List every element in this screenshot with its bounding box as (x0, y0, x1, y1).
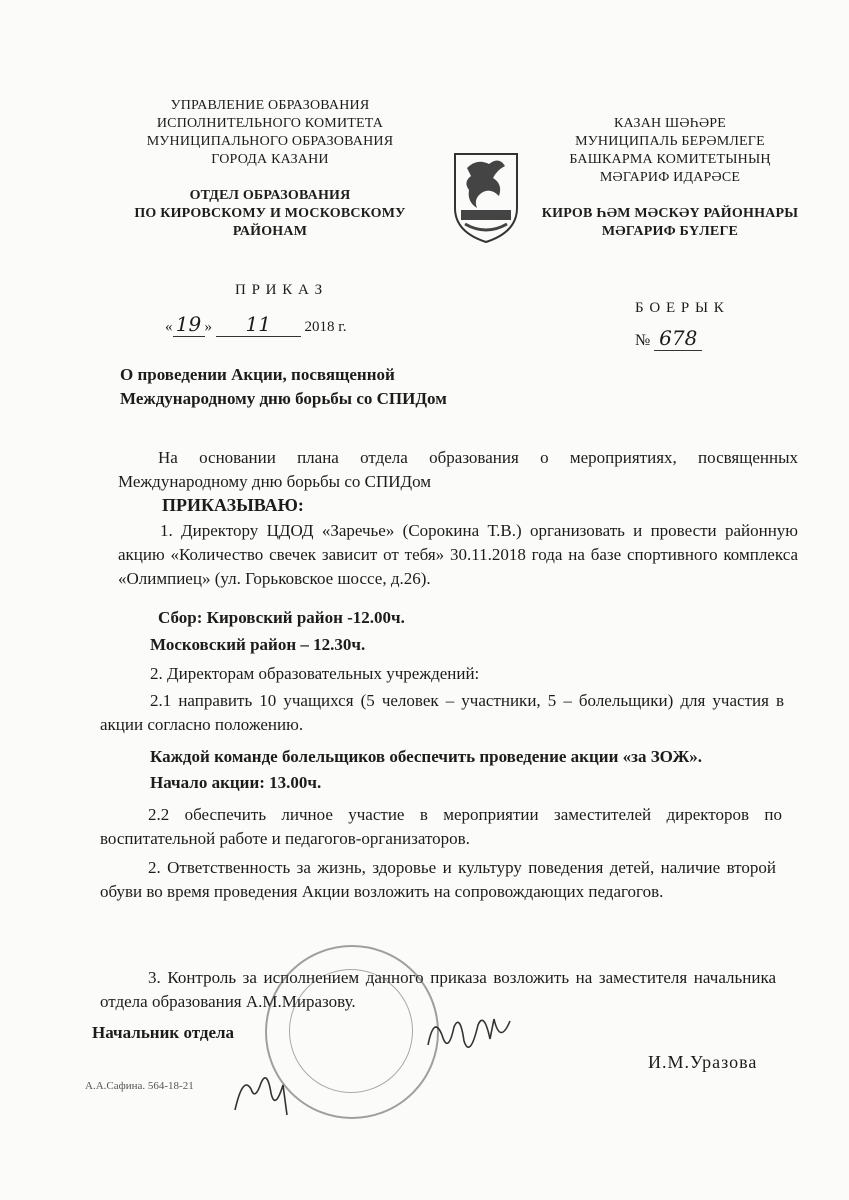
header-right-line2: МУНИЦИПАЛЬ БЕРӘМЛЕГЕ (575, 134, 765, 149)
header-right-line3: БАШКАРМА КОМИТЕТЫНЫҢ (569, 152, 771, 167)
start-time-line: Начало акции: 13.00ч. (150, 773, 322, 792)
date-day: 19 (173, 312, 205, 337)
executor-signature (225, 1065, 295, 1120)
item2-1-paragraph: 2.1 направить 10 учащихся (5 человек – участники, 5 – болельщики) для участия в акции согласно положению. (100, 691, 784, 734)
header-left-dept1: ОТДЕЛ ОБРАЗОВАНИЯ (189, 188, 351, 203)
header-right-dept1: КИРОВ ҺӘМ МӘСКӘҮ РАЙОННАРЫ (541, 206, 799, 221)
order-date (165, 312, 346, 339)
coat-of-arms-emblem (447, 148, 525, 244)
executor-info: А.А.Сафина. 564-18-21 (85, 1080, 194, 1092)
header-left-line4: ГОРОДА КАЗАНИ (211, 152, 329, 167)
order-number (635, 326, 702, 353)
header-right-dept2: МӘГАРИФ БҮЛЕГЕ (601, 224, 739, 239)
item2b-paragraph: 2. Ответственность за жизнь, здоровье и культуру поведения детей, наличие второй обуви во время проведения Акции возложить на сопровождающих педагогов. (100, 858, 776, 901)
signature-name: И.М.Уразова (648, 1052, 758, 1072)
official-stamp-inner (289, 969, 413, 1093)
header-right-line4: МӘГАРИФ ИДАРӘСЕ (599, 170, 741, 185)
item2-2-paragraph: 2.2 обеспечить личное участие в мероприятии заместителей директоров по воспитательной работе и педагогов-организаторов. (100, 805, 782, 848)
header-left-dept2: ПО КИРОВСКОМУ И МОСКОВСКОМУ (134, 206, 406, 221)
signature-position: Начальник отдела (92, 1023, 235, 1042)
item1-paragraph: 1. Директору ЦДОД «Заречье» (Сорокина Т.В.) организовать и провести районную акцию «Количество свечек зависит от тебя» 30.11.2018 года на базе спортивного комплекса «Олимпиец» (ул. Горьковское шоссе, д.26). (118, 521, 798, 588)
number-value: 678 (654, 326, 702, 351)
header-right (520, 115, 820, 241)
order-title-ru: П Р И К А З (235, 282, 324, 298)
number-prefix: № (635, 332, 651, 349)
item2-line: 2. Директорам образовательных учреждений: (150, 664, 480, 683)
order-word: ПРИКАЗЫВАЮ: (162, 495, 304, 515)
header-left-line3: МУНИЦИПАЛЬНОГО ОБРАЗОВАНИЯ (146, 134, 394, 149)
gather-moskovsky: Московский район – 12.30ч. (150, 635, 366, 654)
header-left (120, 97, 420, 241)
handwritten-signature (420, 1005, 520, 1065)
header-right-line1: КАЗАН ШӘҺӘРЕ (613, 116, 726, 131)
date-year: 2018 г. (304, 319, 347, 335)
header-left-line1: УПРАВЛЕНИЕ ОБРАЗОВАНИЯ (170, 98, 370, 113)
gather-kirovsky: Сбор: Кировский район -12.00ч. (158, 608, 405, 627)
fans-line: Каждой команде болельщиков обеспечить проведение акции «за ЗОЖ». (150, 747, 703, 766)
header-left-dept3: РАЙОНАМ (232, 224, 308, 239)
date-quote-open: « (165, 319, 173, 335)
item3-paragraph: 3. Контроль за исполнением данного приказа возложить на заместителя начальника отдела образования А.М.Миразову. (100, 968, 776, 1011)
date-quote-close: » (204, 319, 212, 335)
header-left-line2: ИСПОЛНИТЕЛЬНОГО КОМИТЕТА (156, 116, 384, 131)
intro-paragraph: На основании плана отдела образования о мероприятиях, посвященных Международному дню борьбы со СПИДом (118, 448, 798, 491)
date-month: 11 (216, 312, 301, 337)
subject-line1: О проведении Акции, посвященной (120, 365, 395, 384)
order-title-tt: Б О Е Р Ы К (635, 300, 725, 316)
subject-line2: Международному дню борьбы со СПИДом (120, 389, 447, 408)
